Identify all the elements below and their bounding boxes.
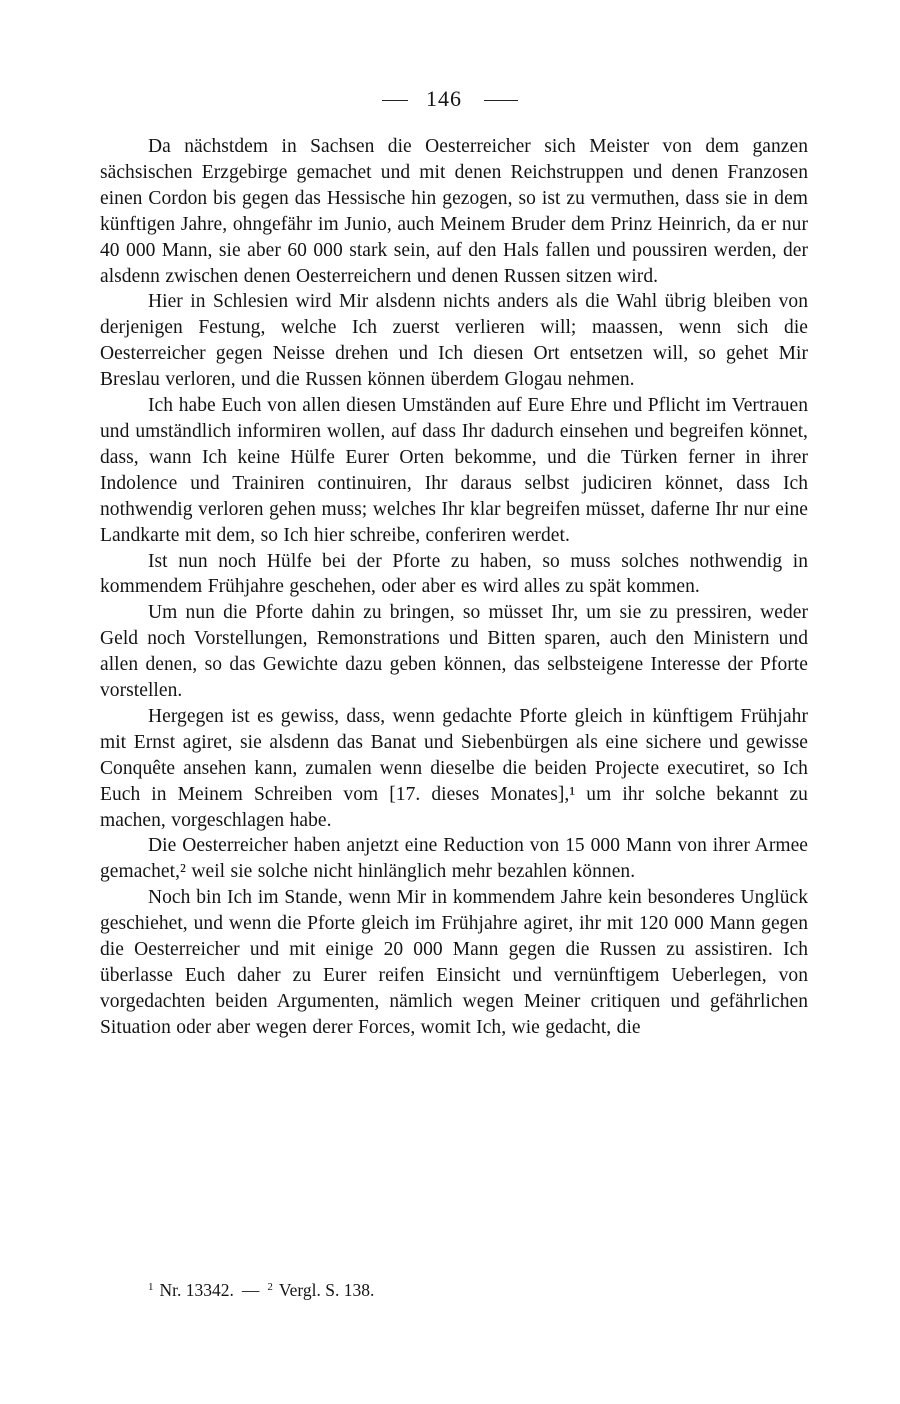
footnote-text: Vergl. S. 138. xyxy=(278,1280,375,1300)
paragraph: Da nächstdem in Sachsen die Oesterreicher sich Meister von dem ganzen sächsischen Erzgebirge gemachet und mit denen Reichstruppen und denen Franzosen einen Cordon bis gegen das Hessische hin gezogen, so ist zu vermuthen, dass sie in dem künftigen Jahre, ohngefähr im Junio, auch Meinem Bruder dem Prinz Heinrich, da er nur 40 000 Mann, sie aber 60 000 stark sein, auf den Hals fallen und poussiren werden, der alsdenn zwischen denen Oesterreichern und denen Russen sitzen wird. xyxy=(100,136,808,287)
footnote xyxy=(267,1280,374,1300)
footnote xyxy=(148,1280,234,1300)
footnote-mark: 2 xyxy=(267,1281,273,1293)
paragraph: Ich habe Euch von allen diesen Umständen auf Eure Ehre und Pflicht im Vertrauen und umständlich informiren wollen, auf dass Ihr dadurch einsehen und begreifen könnet, dass, wann Ich keine Hülfe Eurer Orten bekomme, und die Türken ferner in ihrer Indolence und Trainiren continuiren, Ihr daraus selbst judiciren könnet, dass Ich nothwendig verloren gehen muss; welches Ihr klar begreifen müsset, daferne Ihr nur eine Landkarte mit dem, so Ich hier schreibe, conferiren werdet. xyxy=(100,395,808,546)
paragraph: Noch bin Ich im Stande, wenn Mir in kommendem Jahre kein besonderes Unglück geschiehet, und wenn die Pforte gleich im Frühjahre agiret, ihr mit 120 000 Mann gegen die Oesterreicher und mit einige 20 000 Mann gegen die Russen zu assistiren. Ich überlasse Euch daher zu Eurer reifen Einsicht und vernünftigem Ueberlegen, von vorgedachten beiden Argumenten, nämlich wegen Meiner critiquen und gefährlichen Situation oder aber wegen derer Forces, womit Ich, wie gedacht, die xyxy=(100,887,808,1038)
paragraph: Die Oesterreicher haben anjetzt eine Reduction von 15 000 Mann von ihrer Armee gemachet,² weil sie solche nicht hinlänglich mehr bezahlen können. xyxy=(100,835,808,883)
footnote-mark: 1 xyxy=(148,1281,154,1293)
header-dash-right xyxy=(484,100,518,101)
page-number: 146 xyxy=(426,86,462,111)
paragraph: Hier in Schlesien wird Mir alsdenn nichts anders als die Wahl übrig bleiben von derjenigen Festung, welche Ich zuerst verlieren will; maassen, wenn sich die Oesterreicher gegen Neisse drehen und Ich diesen Ort entsetzen will, so gehet Mir Breslau verloren, und die Russen können überdem Glogau nehmen. xyxy=(100,291,808,391)
footnote-text: Nr. 13342. xyxy=(159,1280,234,1300)
paragraph: Hergegen ist es gewiss, dass, wenn gedachte Pforte gleich in künftigem Frühjahr mit Ernst agiret, sie alsdenn das Banat und Siebenbürgen als eine sichere und gewisse Conquête ansehen kann, zumalen wenn dieselbe die beiden Projecte executiret, so Ich Euch in Meinem Schreiben vom [17. dieses Monates],¹ um ihr solche bekannt zu machen, vorgeschlagen habe. xyxy=(100,705,808,831)
footnote-separator: — xyxy=(241,1280,260,1300)
paragraph: Ist nun noch Hülfe bei der Pforte zu haben, so muss solches nothwendig in kommendem Frühjahre geschehen, oder aber es wird alles zu spät kommen. xyxy=(100,550,808,598)
body-text xyxy=(100,134,808,1041)
paragraph: Um nun die Pforte dahin zu bringen, so müsset Ihr, um sie zu pressiren, weder Geld noch Vorstellungen, Remonstrations und Bitten sparen, auch den Ministern und allen denen, so das Gewichte dazu geben können, das selbsteigene Interesse der Pforte vorstellen. xyxy=(100,602,808,702)
footnotes xyxy=(148,1276,374,1301)
header-dash-left xyxy=(382,100,408,101)
page-header xyxy=(0,86,900,112)
